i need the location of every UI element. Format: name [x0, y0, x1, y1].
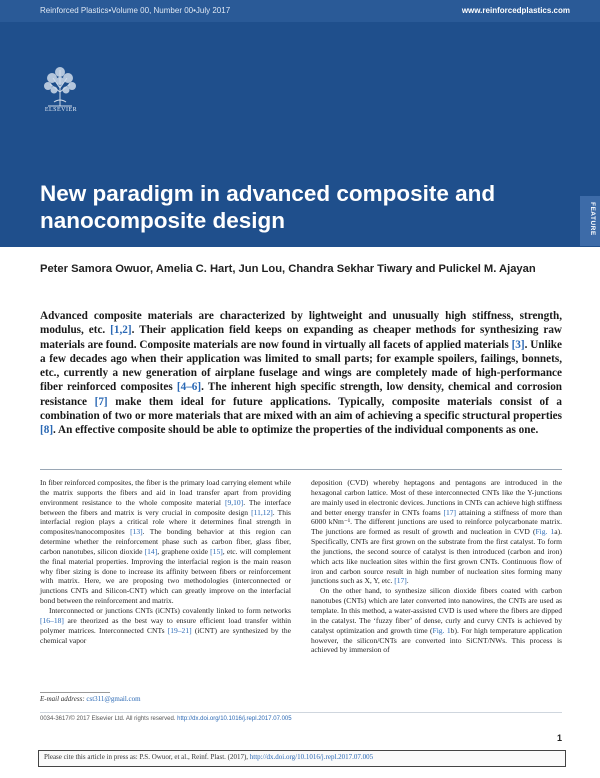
- body-paragraph: [40, 606, 291, 645]
- author-list: Peter Samora Owuor, Amelia C. Hart, Jun Lou, Chandra Sekhar Tiwary and Pulickel M. Ajayan: [40, 263, 536, 275]
- citation-link[interactable]: [15]: [210, 546, 223, 556]
- citation-link[interactable]: [13]: [130, 527, 143, 537]
- email-link[interactable]: cst311@gmail.com: [86, 695, 141, 703]
- body-text: In fiber reinforced composites, the fiber is the primary load carrying element while the matrix supports the fibers and aid in load transfer apart from providing environment resistance to the whole composite material: [40, 478, 291, 507]
- copyright-text: 0034-3617/© 2017 Elsevier Ltd. All rights reserved.: [40, 716, 178, 722]
- body-text: attaining a stiffness of more than 6000 kNm⁻¹. The different junctions are used to reinforce polycarbonate matrix. The junctions are formed as result of growth and nucleation in CVD (: [311, 507, 562, 537]
- abstract-text: . Unlike a few decades ago when their application was limited to small parts; for example spoilers, failings, bonnets, etc., currently a new generation of airplane fuselage and wings are completely made of high-performance fiber reinforced composites: [40, 338, 562, 394]
- journal-info: Reinforced Plastics•Volume 00, Number 00•July 2017: [40, 6, 231, 15]
- body-text: . This interfacial region plays a critical role where it determines final strength in composites/nanocomposites: [40, 507, 291, 537]
- copyright-line: [40, 716, 292, 722]
- body-text: On the other hand, to synthesize silicon dioxide fibers coated with carbon nanotubes (CNTs) which are later converted into nanowires, the CNTs are used as template. In this method, a water-assisted CVD is used where the fibers are dipped in the catalyst. The ‘fuzzy fiber’ of dense, curly and curvy CNTs is achieved by catalyst optimization and growth time (: [311, 586, 562, 635]
- body-text: , graphene oxide: [157, 546, 211, 556]
- citation-link[interactable]: [1,2]: [110, 324, 132, 337]
- abstract-text: Advanced composite materials are characterized by lightweight and unusually high stiffness, strength, modulus, etc.: [40, 310, 562, 337]
- figure-link[interactable]: Fig. 1: [535, 527, 555, 537]
- citation-link[interactable]: [9,10]: [224, 497, 244, 507]
- doi-link[interactable]: http://dx.doi.org/10.1016/j.repl.2017.07.005: [177, 716, 292, 722]
- citation-link[interactable]: [4–6]: [176, 381, 202, 394]
- footnote-divider: [40, 692, 110, 693]
- citation-link[interactable]: [7]: [94, 395, 108, 408]
- body-paragraph: [40, 478, 291, 606]
- citation-link[interactable]: [14]: [144, 546, 158, 556]
- citation-link[interactable]: [8]: [40, 424, 54, 437]
- abstract: [40, 309, 562, 438]
- page-number: 1: [556, 733, 562, 743]
- citation-notice: [44, 753, 373, 761]
- body-text: b). For high temperature application however, the silicon/CNTs are converted into SiCNT/NWs. This process is achieved by immersion of: [311, 625, 562, 655]
- citation-link[interactable]: [3]: [511, 338, 525, 351]
- body-text: . The interface between the fibers and matrix is very crucial in composite design: [40, 497, 291, 517]
- body-text: Interconnected or junctions CNTs (iCNTs) covalently linked to form networks: [49, 605, 291, 615]
- body-text: , etc. will complement the final material properties. Improving the interfacial region is the main reason why fiber sizing is done to increase its affinity between fibers or reinforcement with matrix. Here, we are proposing two methodologies (interconnected or junctions CNTs and Silicon-CNT) which can greatly improve on the interfacial bond between the reinforcement and matrix.: [40, 546, 291, 606]
- citation-link[interactable]: [19–21]: [167, 625, 192, 635]
- body-text: (iCNT) are synthesized by the chemical vapor: [40, 625, 291, 645]
- citation-text: Please cite this article in press as: P.S. Owuor, et al., Reinf. Plast. (2017),: [44, 753, 250, 761]
- body-text: deposition (CVD) whereby heptagons and pentagons are introduced in the hexagonal carbon lattice. Most of these interconnected CNTs like the Y-junctions are mainly used in electronic devices. Junctions in CNTs can achieve high stiffness and better energy transfer in CNTs foams: [311, 478, 562, 517]
- elsevier-tree-logo: [40, 62, 80, 108]
- body-text: . The bonding behavior at this region can determine whether the reinforcement phase such as carbon fiber, glass fiber, carbon nanotubes, silicon dioxide: [40, 527, 291, 556]
- citation-link[interactable]: [17]: [394, 576, 407, 586]
- footnote-label: E-mail address:: [40, 695, 87, 703]
- section-label: FEATURE: [589, 202, 596, 236]
- footer-divider: [40, 712, 562, 713]
- body-text: are theorized as the best way to ensure efficient load transfer within polymer matrices. Interconnected CNTs: [40, 615, 291, 635]
- abstract-text: . Their application field keeps on expanding as cheaper methods for synthesizing raw materials are found. Composite materials are now found in virtually all facets of applied materials: [40, 324, 563, 351]
- abstract-text: . An effective composite should be able to optimize the properties of the individual components as one.: [53, 424, 539, 437]
- body-text: .: [406, 576, 409, 586]
- citation-link[interactable]: [16–18]: [40, 615, 64, 625]
- body-paragraph: [311, 586, 562, 655]
- email-footnote: [40, 695, 141, 703]
- body-column-right: [311, 478, 562, 655]
- abstract-text: . The inherent high specific strength, low density, chemical and corrosion resistance: [40, 381, 563, 408]
- citation-doi-link[interactable]: http://dx.doi.org/10.1016/j.repl.2017.07.005: [249, 753, 374, 761]
- figure-link[interactable]: Fig. 1: [432, 625, 451, 635]
- body-paragraph: [311, 478, 562, 586]
- abstract-divider: [40, 469, 562, 470]
- body-column-left: [40, 478, 291, 645]
- journal-url[interactable]: www.reinforcedplastics.com: [461, 6, 570, 15]
- journal-header: [0, 0, 600, 137]
- citation-link[interactable]: [11,12]: [251, 507, 273, 517]
- body-text: a). Specifically, CNTs are first grown on the substrate from the first catalyst. To form the junctions, the second source of catalyst is then introduced (carbon and iron) which acts like nucleation sites within the first grown CNTs. Continuous flow of iron and carbon source result in high number of nucleation sites forming many junctions such as X, Y, etc.: [311, 527, 562, 586]
- abstract-text: make them ideal for future applications. Typically, composite materials consist of a combination of two or more materials that are mixed with an aim of achieving a specific structural properties: [40, 395, 562, 423]
- publisher-name: ELSEVIER: [44, 107, 78, 113]
- citation-link[interactable]: [17]: [443, 507, 457, 517]
- article-title: New paradigm in advanced composite and nanocomposite design: [40, 181, 496, 233]
